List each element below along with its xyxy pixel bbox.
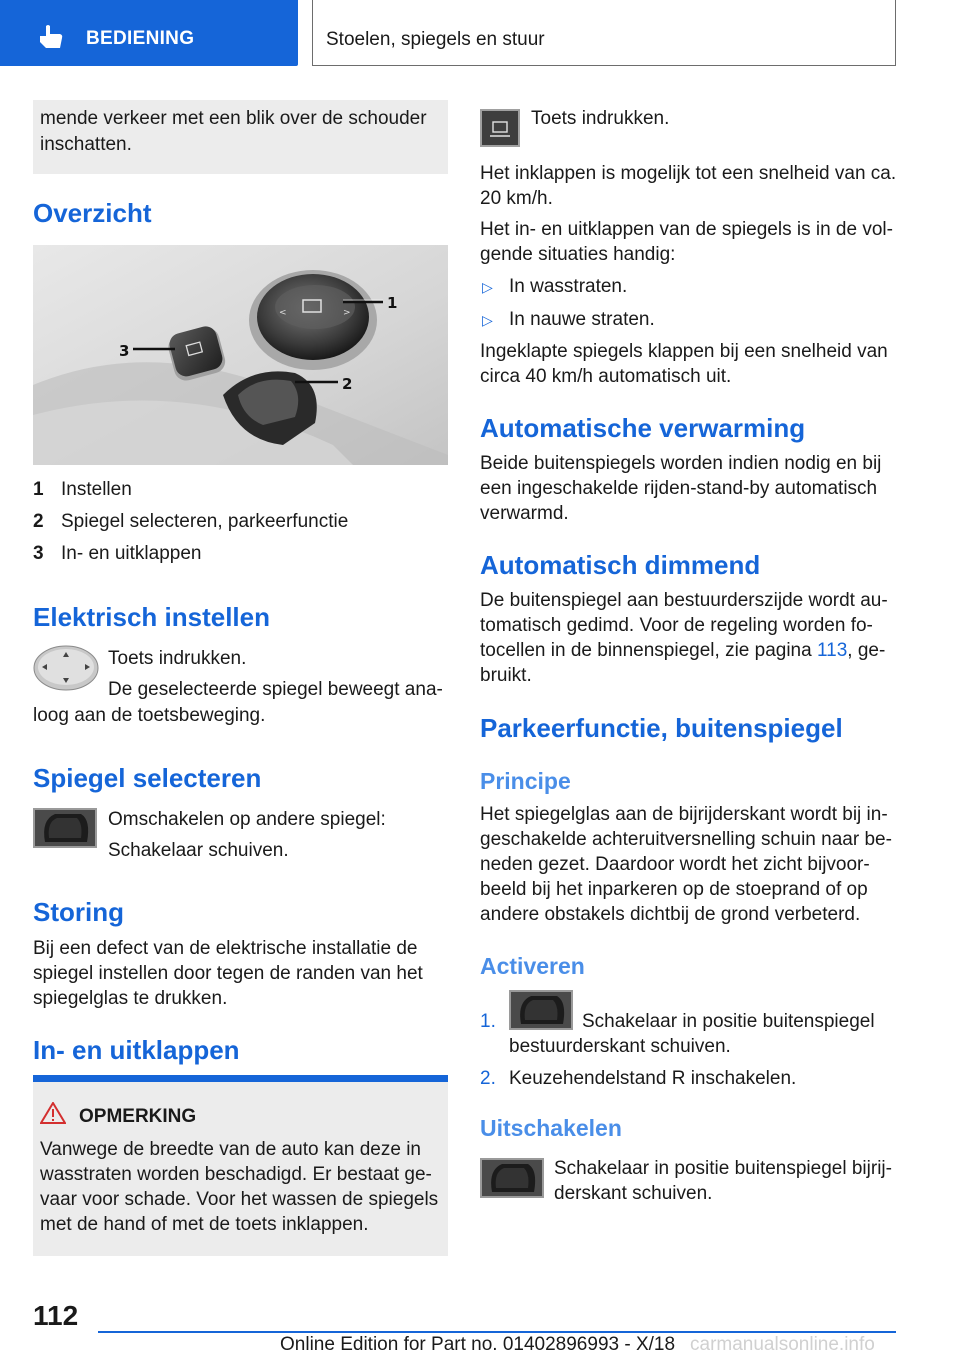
watermark: carmanualsonline.info (690, 1334, 875, 1355)
dimmend-text (480, 638, 885, 664)
intro-line: inschatten. (40, 134, 132, 155)
svg-text:3: 3 (119, 342, 130, 360)
legend-label: Spiegel selecteren, parkeerfunctie (61, 511, 349, 532)
svg-text:>: > (343, 308, 351, 318)
footer-rule (98, 1331, 896, 1333)
inklappen-text: 20 km/h. (480, 188, 553, 209)
heading-elektrisch: Elektrisch instellen (33, 602, 270, 632)
page-number: 112 (33, 1300, 79, 1331)
inklappen-text: Het inklappen is mogelijk tot een snelheid van ca. (480, 163, 897, 184)
bullet-triangle-icon: ▷ (482, 312, 493, 328)
ingeklapt-text: circa 40 km/h automatisch uit. (480, 366, 732, 387)
selecteren-text: Omschakelen op andere spiegel: (108, 809, 386, 830)
section-title: BEDIENING (86, 28, 195, 49)
mirror-switch-icon (509, 990, 573, 1030)
dimmend-text: De buitenspiegel aan bestuurderszijde wordt au- (480, 590, 888, 611)
edition-text: Online Edition for Part no. 01402896993 - X/18 (280, 1334, 676, 1355)
legend-label: Instellen (61, 479, 132, 500)
svg-text:<: < (279, 308, 287, 318)
bullet-text: In wasstraten. (509, 276, 628, 297)
principe-text: geschakelde achteruitversnelling schuin naar be- (480, 829, 892, 850)
heading-selecteren: Spiegel selecteren (33, 763, 262, 793)
toets-text: Toets indrukken. (531, 108, 670, 129)
storing-text: spiegel instellen door tegen de randen van het (33, 963, 423, 984)
step-text: Keuzehendelstand R inschakelen. (509, 1068, 797, 1089)
storing-text: Bij een defect van de elektrische installatie de (33, 938, 418, 959)
dimmend-text: bruikt. (480, 665, 532, 686)
heading-inuit: In- en uitklappen (33, 1035, 240, 1065)
principe-text: Het spiegelglas aan de bijrijderskant wordt bij in- (480, 804, 888, 825)
section-rule (33, 1075, 448, 1082)
legend-num: 3 (33, 543, 44, 564)
mirror-switch-icon (480, 1158, 544, 1198)
subheading-principe: Principe (480, 768, 571, 794)
dimmend-text-part: tocellen in de binnenspiegel, zie pagina (480, 640, 817, 661)
legend-num: 1 (33, 479, 44, 500)
chapter-title: Stoelen, spiegels en stuur (326, 29, 545, 50)
subheading-activeren: Activeren (480, 953, 585, 979)
situaties-text: gende situaties handig: (480, 244, 676, 265)
bullet-triangle-icon: ▷ (482, 279, 493, 295)
heading-dimmend: Automatisch dimmend (480, 550, 761, 580)
step-text: Schakelaar in positie buitenspiegel (582, 1011, 875, 1032)
principe-text: neden gezet. Daardoor wordt het zicht bijvoor- (480, 854, 870, 875)
verwarming-text: Beide buitenspiegels worden indien nodig en bij (480, 453, 882, 474)
hand-pointer-icon (36, 24, 66, 50)
heading-parkeer: Parkeerfunctie, buitenspiegel (480, 713, 843, 743)
mirror-adjust-button-icon (33, 645, 99, 691)
dimmend-text: tomatisch gedimd. Voor de regeling worden fo- (480, 615, 873, 636)
warning-text: wasstraten worden beschadigd. Er bestaat ge- (40, 1164, 432, 1185)
elektrisch-text: loog aan de toetsbeweging. (33, 705, 266, 726)
step-text: bestuurderskant schuiven. (509, 1036, 731, 1057)
mirror-controls-photo (33, 245, 448, 465)
warning-text: met de hand of met de toets inklappen. (40, 1214, 369, 1235)
uit-text: derskant schuiven. (554, 1183, 713, 1204)
warning-text: vaar voor schade. Voor het wassen de spiegels (40, 1189, 439, 1210)
svg-text:2: 2 (342, 375, 353, 393)
ingeklapt-text: Ingeklapte spiegels klappen bij een snelheid van (480, 341, 888, 362)
intro-line: mende verkeer met een blik over de schouder (40, 108, 427, 129)
principe-text: beeld bij het inparkeren op de stoeprand of op (480, 879, 868, 900)
legend-num: 2 (33, 511, 44, 532)
subheading-uitschakelen: Uitschakelen (480, 1115, 622, 1141)
svg-text:1: 1 (387, 294, 398, 312)
verwarming-text: verwarmd. (480, 503, 569, 524)
heading-storing: Storing (33, 897, 124, 927)
storing-text: spiegelglas te drukken. (33, 988, 228, 1009)
warning-triangle-icon (40, 1102, 66, 1124)
page-link[interactable]: 113 (816, 640, 848, 661)
step-number: 1. (480, 1011, 496, 1032)
elektrisch-text: De geselecteerde spiegel beweegt ana- (108, 679, 443, 700)
selecteren-text: Schakelaar schuiven. (108, 840, 289, 861)
principe-text: andere obstakels dichtbij de grond verbeterd. (480, 904, 861, 925)
uit-text: Schakelaar in positie buitenspiegel bijrij- (554, 1158, 892, 1179)
warning-text: Vanwege de breedte van de auto kan deze in (40, 1139, 421, 1160)
step-number: 2. (480, 1068, 496, 1089)
mirror-select-switch-icon (33, 808, 97, 848)
situaties-text: Het in- en uitklappen van de spiegels is in de vol- (480, 219, 893, 240)
legend-label: In- en uitklappen (61, 543, 202, 564)
heading-overzicht: Overzicht (33, 198, 152, 228)
heading-verwarming: Automatische verwarming (480, 413, 806, 443)
warning-title: OPMERKING (79, 1106, 197, 1127)
elektrisch-text: Toets indrukken. (108, 648, 247, 669)
fold-mirror-button-icon (480, 109, 520, 147)
verwarming-text: een ingeschakelde rijden-stand-by automatisch (480, 478, 878, 499)
dimmend-text-part: , ge- (847, 640, 886, 661)
bullet-text: In nauwe straten. (509, 309, 655, 330)
